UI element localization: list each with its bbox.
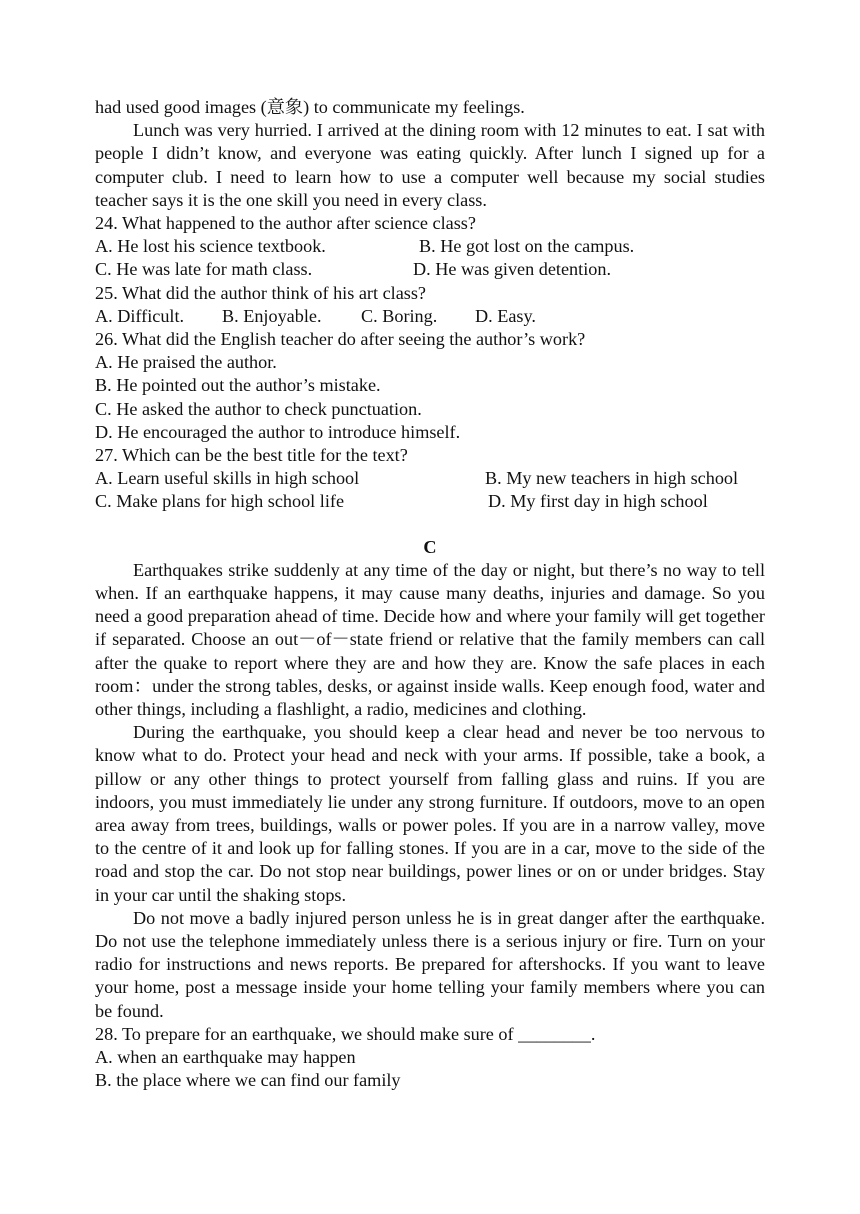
document-page — [95, 96, 765, 1092]
question-27-option-d: D. My first day in high school — [488, 491, 708, 512]
question-24-option-c: C. He was late for math class. — [95, 259, 313, 280]
question-25-option-c: C. Boring. — [361, 305, 438, 326]
question-24-option-d: D. He was given detention. — [413, 259, 611, 280]
passage-b-paragraph-lunch: Lunch was very hurried. I arrived at the dining room with 12 minutes to eat. I sat with people I didn’t know, and everyone was eating quickly. After lunch I signed up for a computer club. I need to learn how to use a computer well because my social studies teacher says it is the one skill you need in every class. — [95, 120, 765, 210]
question-24-options-row-1 — [95, 235, 765, 258]
section-spacer — [95, 514, 765, 536]
question-26-option-c: C. He asked the author to check punctuation. — [95, 398, 422, 419]
question-25-stem: 25. What did the author think of his art class? — [95, 282, 427, 303]
question-28-option-b: B. the place where we can find our family — [95, 1070, 401, 1091]
passage-c-paragraph-3: Do not move a badly injured person unless he is in great danger after the earthquake. Do not use the telephone immediately unless there is a serious injury or fire. Turn on your radio for instructions and news reports. Be prepared for aftershocks. If you want to leave your home, post a message inside your home telling your family members where you can be found. — [95, 907, 765, 1021]
question-27-stem: 27. Which can be the best title for the text? — [95, 445, 408, 465]
question-24-option-a: A. He lost his science textbook. — [95, 236, 326, 257]
question-24-option-b: B. He got lost on the campus. — [419, 236, 635, 257]
question-27-options-row-2 — [95, 490, 765, 513]
question-26-option-d: D. He encouraged the author to introduce himself. — [95, 421, 461, 442]
question-26-option-b: B. He pointed out the author’s mistake. — [95, 375, 381, 396]
question-27-option-a: A. Learn useful skills in high school — [95, 468, 360, 489]
question-28-option-a: A. when an earthquake may happen — [95, 1047, 356, 1068]
question-28-stem: 28. To prepare for an earthquake, we should make sure of ________. — [95, 1023, 596, 1044]
question-27-option-c: C. Make plans for high school life — [95, 491, 345, 512]
passage-b-paragraph-end: had used good images (意象) to communicate my feelings. — [95, 97, 525, 117]
question-27-options-row-1 — [95, 467, 765, 490]
question-25-options-row — [95, 305, 765, 328]
question-24-stem: 24. What happened to the author after science class? — [95, 213, 476, 234]
question-27-option-b: B. My new teachers in high school — [485, 468, 739, 489]
passage-c-heading: C — [423, 536, 437, 557]
question-24-options-row-2 — [95, 258, 765, 281]
question-25-option-a: A. Difficult. — [95, 305, 185, 326]
question-25-option-d: D. Easy. — [475, 305, 536, 326]
question-25-option-b: B. Enjoyable. — [222, 305, 322, 326]
question-26-option-a: A. He praised the author. — [95, 352, 277, 373]
passage-c-paragraph-2: During the earthquake, you should keep a clear head and never be too nervous to know what to do. Protect your head and neck with your arms. If possible, take a book, a pillow or any other things to protect yourself from falling glass and ruins. If you are indoors, you must immediately lie under any strong furniture. If outdoors, move to an open area away from trees, buildings, walls or power poles. If you are in a narrow valley, move to the centre of it and look up for falling stones. If you are in a car, move to the side of the road and stop the car. Do not stop near buildings, power lines or on or under bridges. Stay in your car until the shaking stops. — [95, 722, 765, 905]
passage-c-paragraph-1: Earthquakes strike suddenly at any time of the day or night, but there’s no way to tell when. If an earthquake happens, it may cause many deaths, injuries and damage. So you need a good preparation ahead of time. Decide how and where your family will get together if separated. Choose an out－of－state friend or relative that the family members can call after the quake to report where they are and how they are. Know the safe places in each room：under the strong tables, desks, or against inside walls. Keep enough food, water and other things, including a flashlight, a radio, medicines and clothing. — [95, 559, 765, 719]
question-26-stem: 26. What did the English teacher do after seeing the author’s work? — [95, 328, 586, 349]
